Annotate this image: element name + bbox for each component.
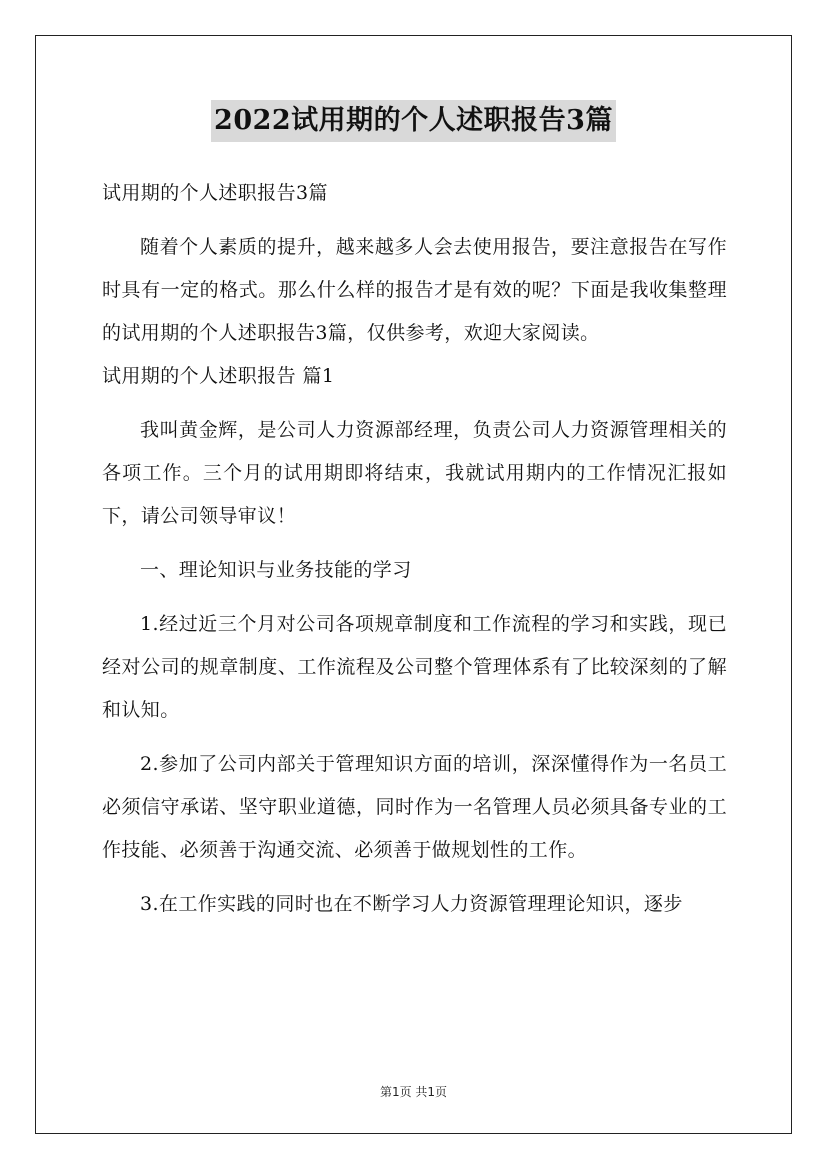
page-footer: 第1页 共1页: [379, 1085, 448, 1099]
section-heading: 试用期的个人述职报告 篇1: [102, 365, 335, 387]
title-container: [0, 100, 827, 142]
list-item: 1.经过近三个月对公司各项规章制度和工作流程的学习和实践，现已经对公司的规章制度、工作流程及公司整个管理体系有了比较深刻的了解和认知。: [102, 613, 727, 721]
document-title: 2022试用期的个人述职报告3篇: [211, 100, 616, 142]
part-heading: 一、理论知识与业务技能的学习: [140, 559, 412, 581]
document-subtitle: 试用期的个人述职报告3篇: [102, 182, 328, 204]
list-item: 3.在工作实践的同时也在不断学习人力资源管理理论知识，逐步: [140, 893, 683, 915]
list-item: 2.参加了公司内部关于管理知识方面的培训，深深懂得作为一名员工必须信守承诺、坚守职业道德，同时作为一名管理人员必须具备专业的工作技能、必须善于沟通交流、必须善于做规划性的工作。: [102, 753, 727, 861]
intro-paragraph: 随着个人素质的提升，越来越多人会去使用报告，要注意报告在写作时具有一定的格式。那么什么样的报告才是有效的呢？下面是我收集整理的试用期的个人述职报告3篇，仅供参考，欢迎大家阅读。: [102, 236, 727, 344]
section-intro-paragraph: 我叫黄金辉，是公司人力资源部经理，负责公司人力资源管理相关的各项工作。三个月的试用期即将结束，我就试用期内的工作情况汇报如下，请公司领导审议！: [102, 419, 727, 527]
document-body: [102, 172, 727, 926]
